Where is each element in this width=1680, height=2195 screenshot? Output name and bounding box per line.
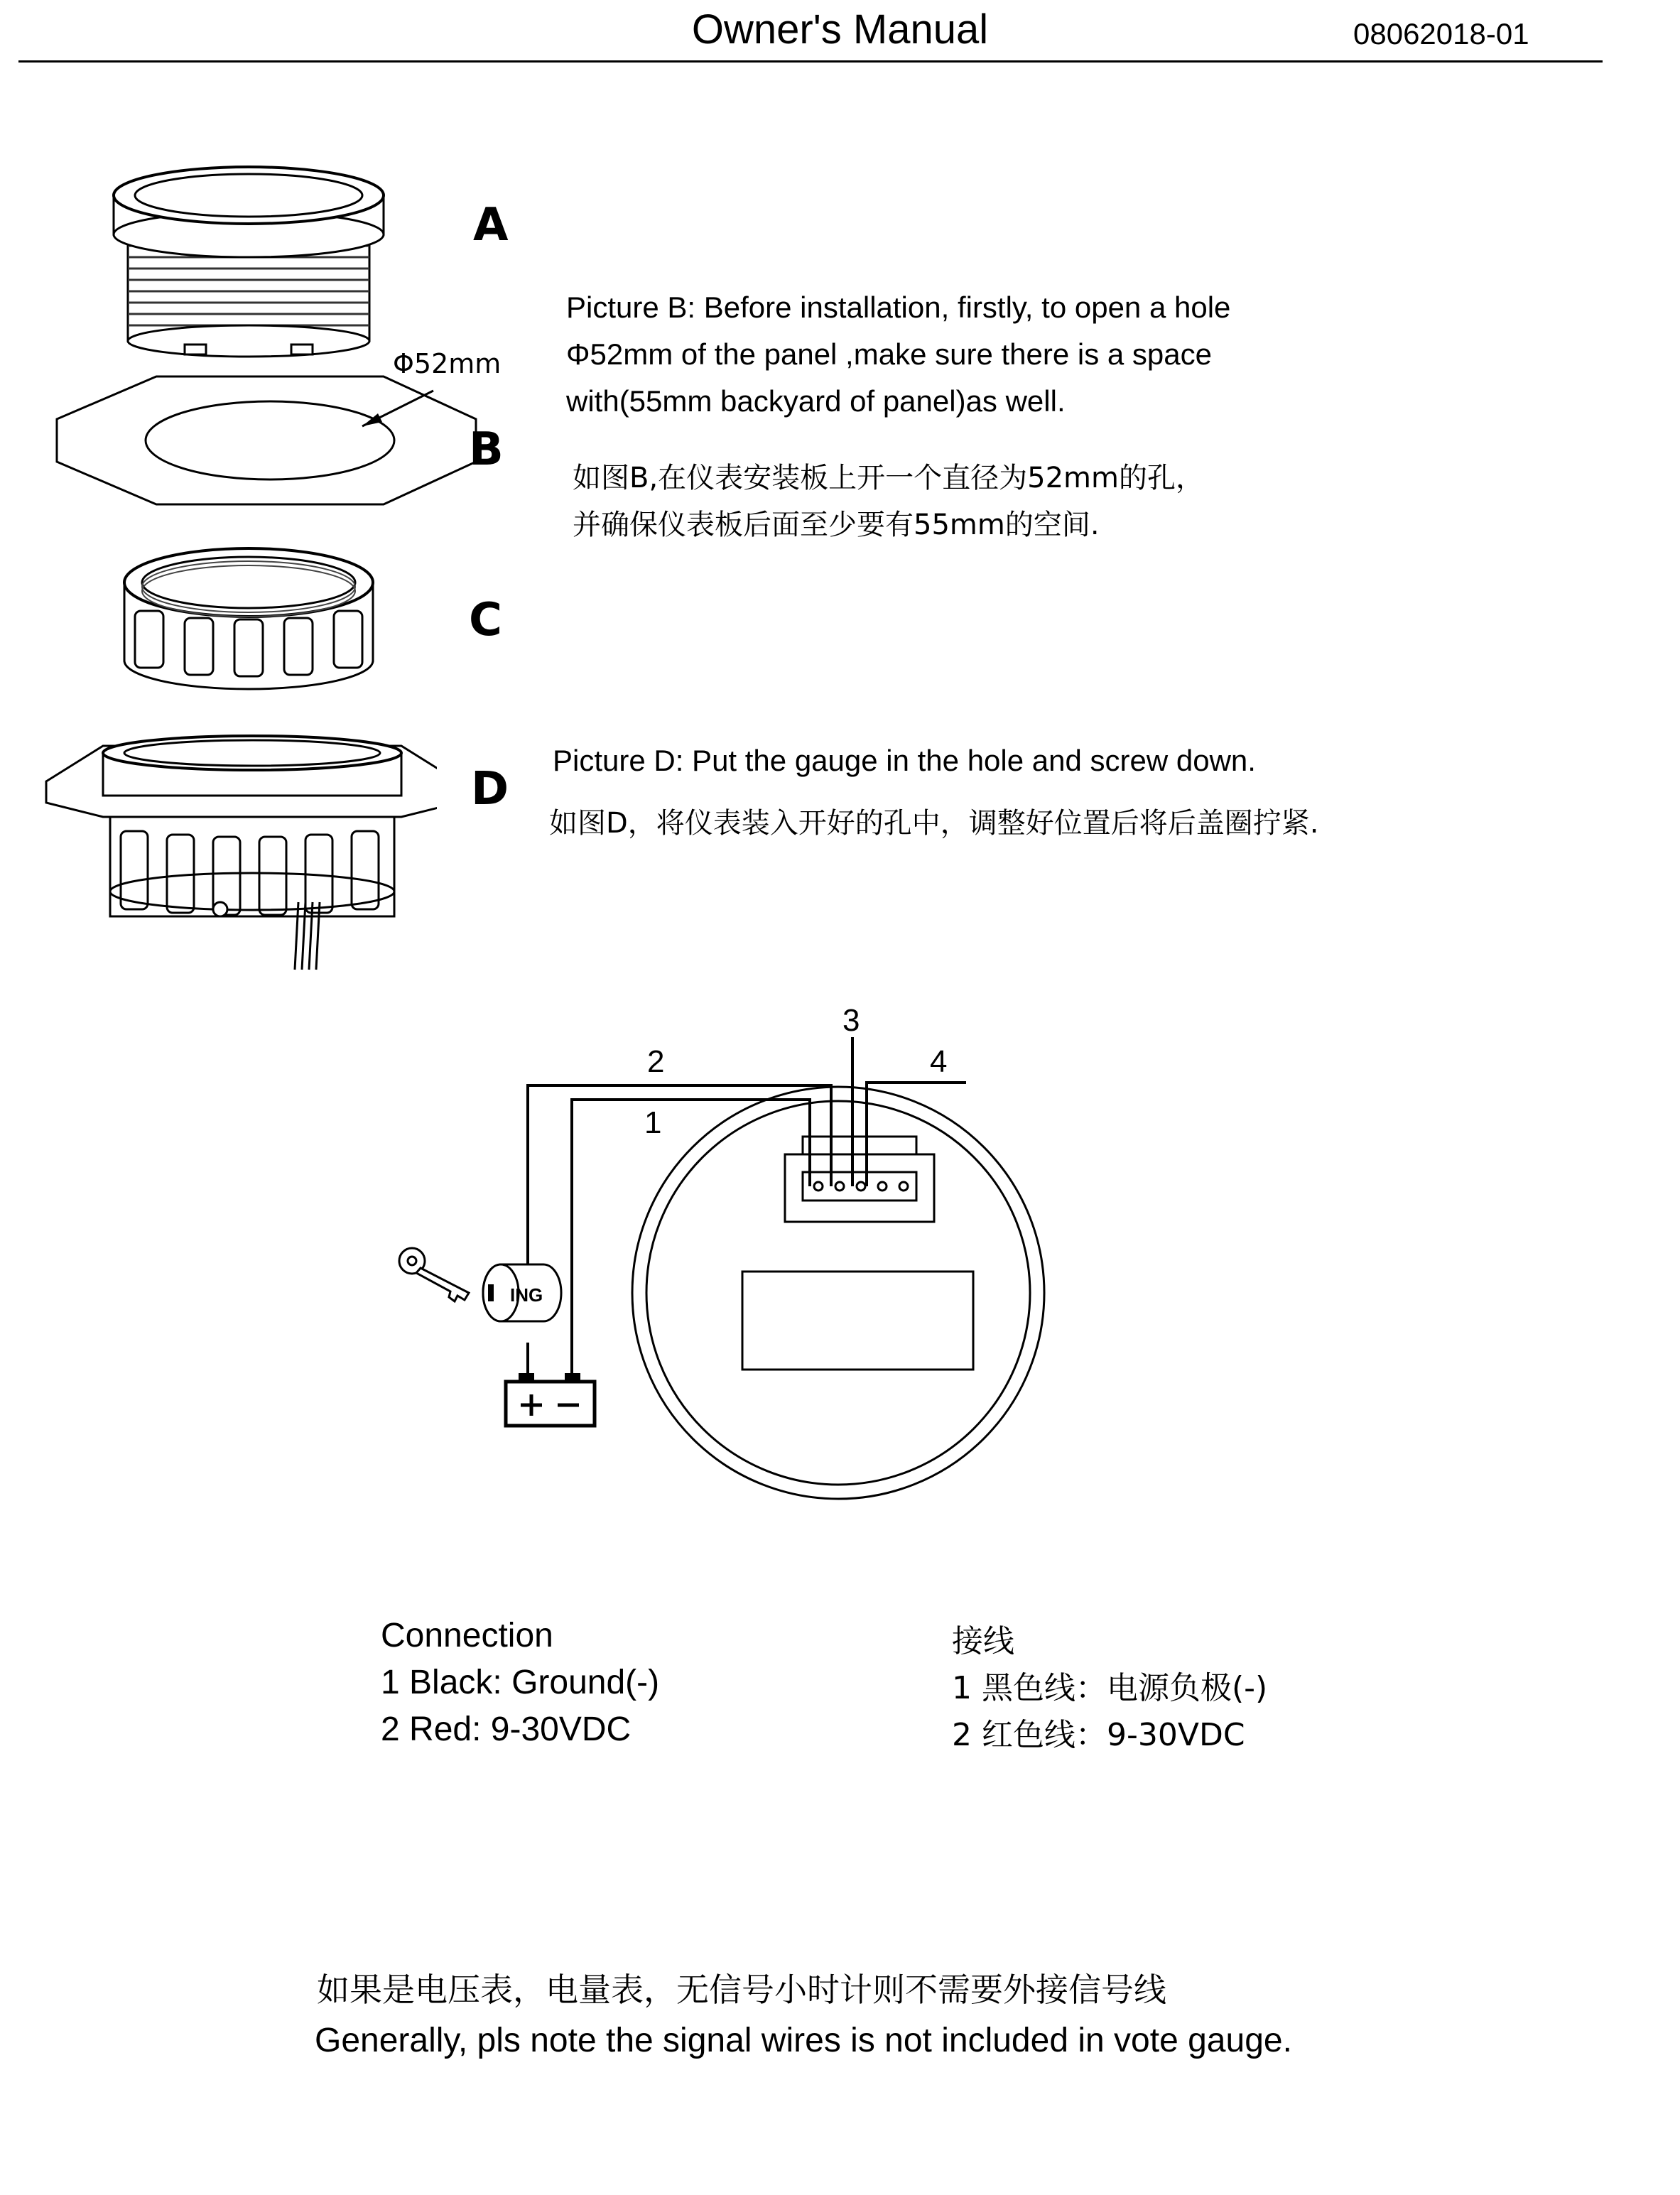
ignition-label: ING bbox=[510, 1284, 543, 1306]
connection-cn-title: 接线 bbox=[952, 1623, 1014, 1659]
wire-label-1: 1 bbox=[644, 1105, 662, 1140]
wire-label-2: 2 bbox=[647, 1044, 665, 1079]
hole-diameter-label: Φ52mm bbox=[393, 348, 502, 379]
picture-b-cn-line-2: 并确保仪表板后面至少要有55mm的空间. bbox=[573, 509, 1100, 541]
connection-line-1: 1 Black: Ground(-) bbox=[381, 1664, 660, 1701]
footer-note-cn: 如果是电压表，电量表，无信号小时计则不需要外接信号线 bbox=[317, 1971, 1166, 2009]
part-label-c: C bbox=[469, 594, 502, 646]
assembled-gauge-illustration bbox=[39, 732, 437, 973]
document-title: Owner's Manual bbox=[691, 6, 989, 53]
picture-b-cn-line-1: 如图B,在仪表安装板上开一个直径为52mm的孔， bbox=[573, 462, 1204, 494]
part-label-d: D bbox=[471, 763, 509, 815]
footer-note-en: Generally, pls note the signal wires is not included in vote gauge. bbox=[315, 2022, 1292, 2059]
picture-b-text-line-1: Picture B: Before installation, firstly, to open a hole bbox=[566, 291, 1231, 324]
document-number: 08062018-01 bbox=[1353, 17, 1529, 50]
picture-d-cn-text: 如图D，将仪表装入开好的孔中，调整好位置后将后盖圈拧紧. bbox=[549, 807, 1319, 840]
wire-label-3: 3 bbox=[842, 1003, 860, 1038]
gauge-body-illustration bbox=[107, 163, 391, 362]
header-divider bbox=[18, 60, 1603, 63]
wire-label-4: 4 bbox=[930, 1044, 948, 1079]
connection-title: Connection bbox=[381, 1617, 553, 1654]
picture-d-text: Picture D: Put the gauge in the hole and screw down. bbox=[553, 744, 1256, 777]
wiring-diagram bbox=[384, 994, 1094, 1527]
connection-line-2: 2 Red: 9-30VDC bbox=[381, 1711, 632, 1748]
part-label-b: B bbox=[469, 423, 504, 476]
connection-cn-line-1: 1 黑色线：电源负极(-) bbox=[952, 1670, 1268, 1706]
picture-b-text-line-3: with(55mm backyard of panel)as well. bbox=[566, 384, 1066, 418]
part-label-a: A bbox=[473, 199, 509, 251]
connection-cn-line-2: 2 红色线：9-30VDC bbox=[952, 1717, 1245, 1753]
panel-cutout-illustration bbox=[50, 369, 490, 511]
picture-b-text-line-2: Φ52mm of the panel ,make sure there is a space bbox=[566, 337, 1212, 371]
locking-ring-illustration bbox=[114, 540, 384, 696]
